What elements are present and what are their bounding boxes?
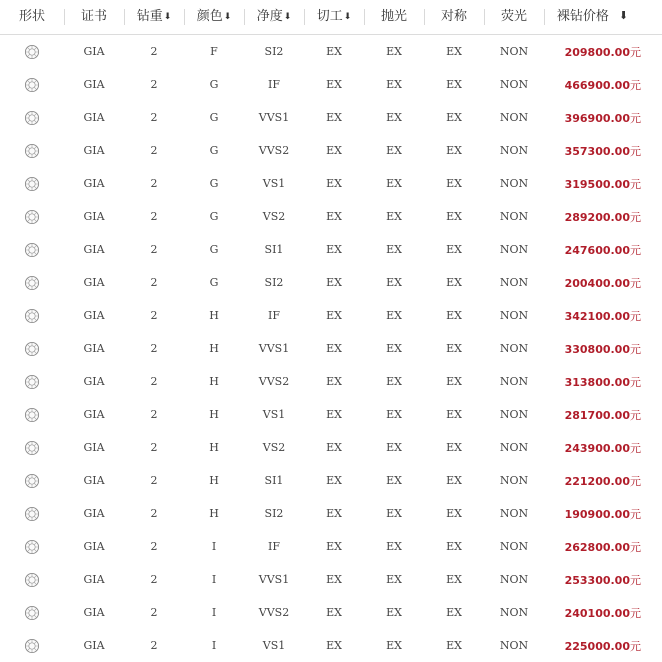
cell-carat: 2 xyxy=(150,111,158,124)
cell-polish: EX xyxy=(386,309,402,322)
price-value: 342100.00 xyxy=(564,309,630,323)
cell-polish: EX xyxy=(386,540,402,553)
cell-fluor: NON xyxy=(499,408,529,421)
sort-arrow-icon[interactable]: ⬇ xyxy=(343,12,352,22)
cell-carat: 2 xyxy=(150,507,158,520)
cell-cut: EX xyxy=(326,441,342,454)
price-unit: 元 xyxy=(630,309,641,323)
cell-polish: EX xyxy=(386,507,402,520)
cell-polish: EX xyxy=(386,78,402,91)
cell-cut: EX xyxy=(326,507,342,520)
cell-polish: EX xyxy=(386,474,402,487)
cell-symmetry: EX xyxy=(446,144,462,157)
table-row[interactable] xyxy=(0,497,662,530)
round-diamond-icon xyxy=(0,473,64,489)
cell-fluor: NON xyxy=(499,474,529,487)
header-label: 对称 xyxy=(440,9,467,24)
cell-fluor: NON xyxy=(499,507,529,520)
cell-clarity: VVS1 xyxy=(258,573,290,586)
cell-color: I xyxy=(211,540,217,553)
cell-color: G xyxy=(209,144,219,157)
price-unit: 元 xyxy=(630,507,641,521)
cell-color: G xyxy=(209,111,219,124)
cell-clarity: SI2 xyxy=(264,276,284,289)
cell-color: H xyxy=(209,342,219,355)
header-label: 证书 xyxy=(80,9,107,24)
cell-color: H xyxy=(209,474,219,487)
cell-fluor: NON xyxy=(499,144,529,157)
cell-price xyxy=(544,209,662,225)
header-label: 钻重 xyxy=(136,9,163,24)
price-value: 396900.00 xyxy=(564,111,630,125)
cell-symmetry: EX xyxy=(446,78,462,91)
table-row[interactable] xyxy=(0,398,662,431)
header-polish xyxy=(364,0,424,34)
cell-price xyxy=(544,44,662,60)
cell-cert: GIA xyxy=(83,606,105,619)
cell-cut: EX xyxy=(326,309,342,322)
table-row[interactable] xyxy=(0,563,662,596)
round-diamond-icon xyxy=(0,572,64,588)
cell-symmetry: EX xyxy=(446,111,462,124)
header-clarity[interactable] xyxy=(244,0,304,34)
cell-color: G xyxy=(209,276,219,289)
cell-clarity: VS1 xyxy=(262,408,286,421)
round-diamond-icon xyxy=(0,407,64,423)
cell-carat: 2 xyxy=(150,177,158,190)
cell-fluor: NON xyxy=(499,45,529,58)
cell-price xyxy=(544,506,662,522)
cell-carat: 2 xyxy=(150,210,158,223)
cell-fluor: NON xyxy=(499,606,529,619)
cell-fluor: NON xyxy=(499,210,529,223)
price-unit: 元 xyxy=(630,441,641,455)
cell-color: G xyxy=(209,210,219,223)
round-diamond-icon xyxy=(0,110,64,126)
round-diamond-icon xyxy=(0,209,64,225)
cell-symmetry: EX xyxy=(446,474,462,487)
sort-arrow-icon[interactable]: ⬇ xyxy=(223,12,232,22)
cell-price xyxy=(544,242,662,258)
table-row[interactable] xyxy=(0,332,662,365)
cell-price xyxy=(544,77,662,93)
price-value: 313800.00 xyxy=(564,375,630,389)
price-value: 200400.00 xyxy=(564,276,630,290)
cell-fluor: NON xyxy=(499,639,529,652)
price-value: 247600.00 xyxy=(564,243,630,257)
table-row[interactable] xyxy=(0,35,662,68)
price-unit: 元 xyxy=(630,111,641,125)
price-value: 243900.00 xyxy=(564,441,630,455)
cell-polish: EX xyxy=(386,342,402,355)
cell-clarity: VS2 xyxy=(262,441,286,454)
cell-cut: EX xyxy=(326,408,342,421)
cell-polish: EX xyxy=(386,177,402,190)
cell-cert: GIA xyxy=(83,441,105,454)
header-label: 抛光 xyxy=(380,9,407,24)
price-unit: 元 xyxy=(630,144,641,158)
table-row[interactable] xyxy=(0,431,662,464)
header-fluor xyxy=(484,0,544,34)
cell-cut: EX xyxy=(326,342,342,355)
round-diamond-icon xyxy=(0,506,64,522)
header-symmetry xyxy=(424,0,484,34)
cell-symmetry: EX xyxy=(446,243,462,256)
cell-price xyxy=(544,407,662,423)
table-row[interactable] xyxy=(0,233,662,266)
cell-cert: GIA xyxy=(83,45,105,58)
price-value: 221200.00 xyxy=(564,474,630,488)
cell-clarity: VVS2 xyxy=(258,375,290,388)
cell-fluor: NON xyxy=(499,243,529,256)
cell-polish: EX xyxy=(386,573,402,586)
header-cut[interactable] xyxy=(304,0,364,34)
cell-polish: EX xyxy=(386,606,402,619)
price-value: 330800.00 xyxy=(564,342,630,356)
cell-clarity: VS1 xyxy=(262,177,286,190)
cell-color: I xyxy=(211,606,217,619)
cell-price xyxy=(544,275,662,291)
price-value: 240100.00 xyxy=(564,606,630,620)
table-row[interactable] xyxy=(0,68,662,101)
cell-clarity: SI2 xyxy=(264,45,284,58)
cell-symmetry: EX xyxy=(446,210,462,223)
cell-cert: GIA xyxy=(83,276,105,289)
cell-cert: GIA xyxy=(83,243,105,256)
cell-cut: EX xyxy=(326,177,342,190)
round-diamond-icon xyxy=(0,242,64,258)
price-unit: 元 xyxy=(630,474,641,488)
sort-arrow-icon[interactable]: ⬇ xyxy=(163,12,172,22)
cell-carat: 2 xyxy=(150,639,158,652)
cell-cert: GIA xyxy=(83,144,105,157)
cell-price xyxy=(544,473,662,489)
price-unit: 元 xyxy=(630,573,641,587)
price-unit: 元 xyxy=(630,45,641,59)
cell-price xyxy=(544,539,662,555)
cell-price xyxy=(544,110,662,126)
cell-carat: 2 xyxy=(150,243,158,256)
cell-cert: GIA xyxy=(83,573,105,586)
cell-clarity: IF xyxy=(268,309,280,322)
cell-fluor: NON xyxy=(499,375,529,388)
cell-price xyxy=(544,308,662,324)
cell-cut: EX xyxy=(326,78,342,91)
cell-cut: EX xyxy=(326,639,342,652)
cell-price xyxy=(544,374,662,390)
round-diamond-icon xyxy=(0,341,64,357)
round-diamond-icon xyxy=(0,275,64,291)
round-diamond-icon xyxy=(0,374,64,390)
header-label: 颜色 xyxy=(196,9,223,24)
cell-price xyxy=(544,341,662,357)
cell-polish: EX xyxy=(386,210,402,223)
price-value: 281700.00 xyxy=(564,408,630,422)
cell-carat: 2 xyxy=(150,540,158,553)
cell-color: H xyxy=(209,375,219,388)
header-shape xyxy=(0,0,64,34)
price-unit: 元 xyxy=(630,639,641,653)
cell-cut: EX xyxy=(326,111,342,124)
header-label: 净度 xyxy=(256,9,283,24)
price-value: 262800.00 xyxy=(564,540,630,554)
header-color[interactable] xyxy=(184,0,244,34)
cell-fluor: NON xyxy=(499,540,529,553)
price-unit: 元 xyxy=(630,210,641,224)
cell-color: H xyxy=(209,309,219,322)
cell-symmetry: EX xyxy=(446,507,462,520)
price-unit: 元 xyxy=(630,606,641,620)
cell-price xyxy=(544,143,662,159)
cell-polish: EX xyxy=(386,144,402,157)
cell-polish: EX xyxy=(386,276,402,289)
cell-fluor: NON xyxy=(499,441,529,454)
cell-carat: 2 xyxy=(150,606,158,619)
round-diamond-icon xyxy=(0,440,64,456)
cell-fluor: NON xyxy=(499,78,529,91)
cell-clarity: VVS2 xyxy=(258,606,290,619)
cell-clarity: SI2 xyxy=(264,507,284,520)
price-value: 289200.00 xyxy=(564,210,630,224)
cell-clarity: SI1 xyxy=(264,243,284,256)
cell-price xyxy=(544,440,662,456)
cell-cert: GIA xyxy=(83,111,105,124)
round-diamond-icon xyxy=(0,176,64,192)
cell-color: H xyxy=(209,507,219,520)
cell-polish: EX xyxy=(386,111,402,124)
cell-polish: EX xyxy=(386,243,402,256)
cell-cert: GIA xyxy=(83,408,105,421)
cell-color: I xyxy=(211,639,217,652)
round-diamond-icon xyxy=(0,605,64,621)
cell-carat: 2 xyxy=(150,78,158,91)
cell-symmetry: EX xyxy=(446,276,462,289)
cell-clarity: IF xyxy=(268,78,280,91)
table-row[interactable] xyxy=(0,200,662,233)
cell-fluor: NON xyxy=(499,309,529,322)
cell-symmetry: EX xyxy=(446,639,462,652)
cell-cert: GIA xyxy=(83,342,105,355)
cell-clarity: VS1 xyxy=(262,639,286,652)
price-value: 466900.00 xyxy=(564,78,630,92)
header-label: 切工 xyxy=(316,9,343,24)
cell-color: F xyxy=(210,45,218,58)
price-value: 357300.00 xyxy=(564,144,630,158)
cell-color: H xyxy=(209,441,219,454)
price-unit: 元 xyxy=(630,78,641,92)
cell-cut: EX xyxy=(326,243,342,256)
cell-clarity: VVS2 xyxy=(258,144,290,157)
cell-fluor: NON xyxy=(499,276,529,289)
cell-color: G xyxy=(209,78,219,91)
cell-fluor: NON xyxy=(499,111,529,124)
price-unit: 元 xyxy=(630,540,641,554)
table-row[interactable] xyxy=(0,134,662,167)
cell-clarity: SI1 xyxy=(264,474,284,487)
round-diamond-icon xyxy=(0,539,64,555)
cell-cert: GIA xyxy=(83,639,105,652)
cell-carat: 2 xyxy=(150,144,158,157)
cell-cert: GIA xyxy=(83,210,105,223)
price-unit: 元 xyxy=(630,243,641,257)
cell-carat: 2 xyxy=(150,45,158,58)
cell-price xyxy=(544,638,662,654)
round-diamond-icon xyxy=(0,77,64,93)
cell-carat: 2 xyxy=(150,375,158,388)
cell-carat: 2 xyxy=(150,441,158,454)
price-value: 253300.00 xyxy=(564,573,630,587)
cell-polish: EX xyxy=(386,375,402,388)
price-unit: 元 xyxy=(630,276,641,290)
cell-carat: 2 xyxy=(150,573,158,586)
price-value: 225000.00 xyxy=(564,639,630,653)
cell-symmetry: EX xyxy=(446,309,462,322)
price-value: 190900.00 xyxy=(564,507,630,521)
table-row[interactable] xyxy=(0,266,662,299)
header-carat[interactable] xyxy=(124,0,184,34)
price-unit: 元 xyxy=(630,375,641,389)
cell-carat: 2 xyxy=(150,309,158,322)
cell-symmetry: EX xyxy=(446,606,462,619)
cell-symmetry: EX xyxy=(446,342,462,355)
cell-carat: 2 xyxy=(150,276,158,289)
cell-cut: EX xyxy=(326,45,342,58)
cell-carat: 2 xyxy=(150,342,158,355)
cell-carat: 2 xyxy=(150,408,158,421)
round-diamond-icon xyxy=(0,143,64,159)
table-row[interactable] xyxy=(0,101,662,134)
cell-clarity: VVS1 xyxy=(258,111,290,124)
price-unit: 元 xyxy=(630,408,641,422)
cell-cert: GIA xyxy=(83,540,105,553)
cell-cert: GIA xyxy=(83,474,105,487)
cell-price xyxy=(544,572,662,588)
price-value: 319500.00 xyxy=(564,177,630,191)
cell-color: H xyxy=(209,408,219,421)
header-label: 裸钻价格 xyxy=(556,9,609,24)
cell-cut: EX xyxy=(326,573,342,586)
cell-clarity: IF xyxy=(268,540,280,553)
sort-arrow-icon[interactable]: ⬇ xyxy=(618,9,629,22)
cell-symmetry: EX xyxy=(446,45,462,58)
cell-cut: EX xyxy=(326,276,342,289)
header-cert xyxy=(64,0,124,34)
cell-symmetry: EX xyxy=(446,177,462,190)
cell-color: G xyxy=(209,243,219,256)
cell-symmetry: EX xyxy=(446,441,462,454)
table-row[interactable] xyxy=(0,464,662,497)
cell-cut: EX xyxy=(326,210,342,223)
cell-carat: 2 xyxy=(150,474,158,487)
table-row[interactable] xyxy=(0,299,662,332)
cell-cut: EX xyxy=(326,474,342,487)
header-label: 形状 xyxy=(18,9,45,24)
cell-polish: EX xyxy=(386,639,402,652)
table-row[interactable] xyxy=(0,365,662,398)
round-diamond-icon xyxy=(0,638,64,654)
cell-price xyxy=(544,176,662,192)
cell-fluor: NON xyxy=(499,177,529,190)
header-label: 荧光 xyxy=(500,9,527,24)
sort-arrow-icon[interactable]: ⬇ xyxy=(283,12,292,22)
cell-symmetry: EX xyxy=(446,540,462,553)
table-row[interactable] xyxy=(0,167,662,200)
cell-cert: GIA xyxy=(83,507,105,520)
cell-cut: EX xyxy=(326,375,342,388)
cell-polish: EX xyxy=(386,441,402,454)
cell-cert: GIA xyxy=(83,375,105,388)
price-value: 209800.00 xyxy=(564,45,630,59)
cell-symmetry: EX xyxy=(446,375,462,388)
table-row[interactable] xyxy=(0,596,662,629)
cell-cut: EX xyxy=(326,606,342,619)
cell-cut: EX xyxy=(326,144,342,157)
table-row[interactable] xyxy=(0,629,662,662)
price-unit: 元 xyxy=(630,342,641,356)
cell-fluor: NON xyxy=(499,342,529,355)
table-body xyxy=(0,35,662,662)
cell-fluor: NON xyxy=(499,573,529,586)
cell-polish: EX xyxy=(386,408,402,421)
cell-polish: EX xyxy=(386,45,402,58)
cell-clarity: VS2 xyxy=(262,210,286,223)
table-header xyxy=(0,0,662,35)
round-diamond-icon xyxy=(0,308,64,324)
cell-clarity: VVS1 xyxy=(258,342,290,355)
cell-color: I xyxy=(211,573,217,586)
cell-symmetry: EX xyxy=(446,573,462,586)
cell-cert: GIA xyxy=(83,78,105,91)
cell-cert: GIA xyxy=(83,177,105,190)
price-unit: 元 xyxy=(630,177,641,191)
table-row[interactable] xyxy=(0,530,662,563)
cell-price xyxy=(544,605,662,621)
round-diamond-icon xyxy=(0,44,64,60)
header-price[interactable] xyxy=(544,0,662,34)
cell-symmetry: EX xyxy=(446,408,462,421)
cell-cut: EX xyxy=(326,540,342,553)
cell-color: G xyxy=(209,177,219,190)
cell-cert: GIA xyxy=(83,309,105,322)
